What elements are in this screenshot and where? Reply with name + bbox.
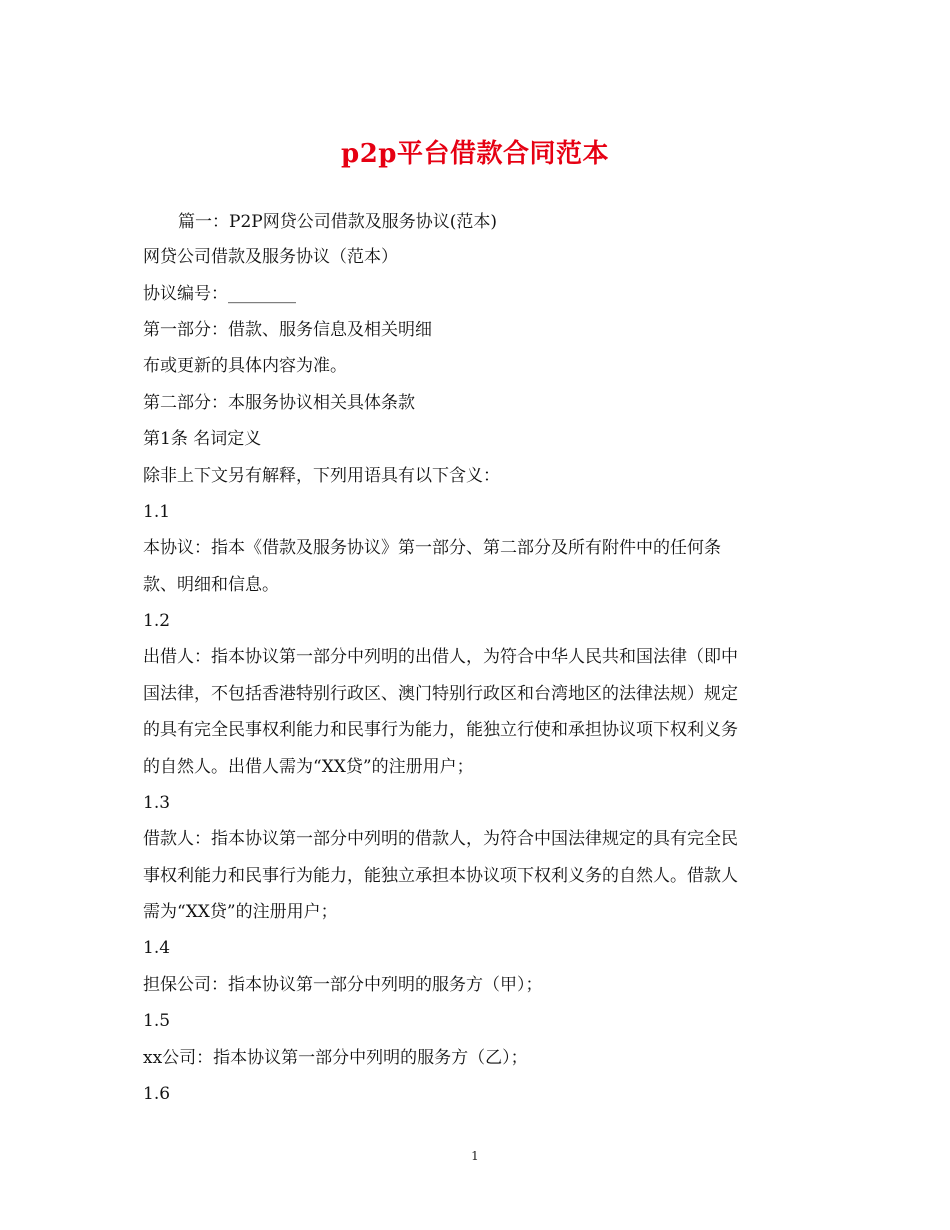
- text-line: 本协议：指本《借款及服务协议》第一部分、第二部分及所有附件中的任何条: [143, 538, 721, 558]
- text-line: 需为“XX贷”的注册用户；: [143, 902, 338, 922]
- text-line: 的具有完全民事权利能力和民事行为能力，能独立行使和承担协议项下权利义务: [143, 720, 738, 740]
- text-line: 国法律，不包括香港特别行政区、澳门特别行政区和台湾地区的法律法规）规定: [143, 684, 738, 704]
- text-line: 1.5: [143, 1011, 171, 1031]
- text-line: 1.4: [143, 938, 171, 958]
- text-line: 的自然人。出借人需为“XX贷”的注册用户；: [143, 757, 474, 777]
- text-line: 事权利能力和民事行为能力，能独立承担本协议项下权利义务的自然人。借款人: [143, 866, 738, 886]
- text-line: 第1条 名词定义: [143, 429, 262, 449]
- text-line: 出借人：指本协议第一部分中列明的出借人，为符合中华人民共和国法律（即中: [143, 647, 738, 667]
- text-line: 协议编号：________: [143, 284, 296, 304]
- text-line: 除非上下文另有解释，下列用语具有以下含义：: [143, 466, 500, 486]
- text-line: 1.6: [143, 1084, 171, 1104]
- text-line: 款、明细和信息。: [143, 575, 279, 595]
- text-line: 篇一：P2P网贷公司借款及服务协议(范本): [178, 212, 497, 232]
- text-line: 网贷公司借款及服务协议（范本）: [143, 247, 398, 267]
- text-line: 1.1: [143, 502, 171, 522]
- text-line: 担保公司：指本协议第一部分中列明的服务方（甲）；: [143, 975, 543, 995]
- text-line: 布或更新的具体内容为准。: [143, 356, 347, 376]
- page-number: 1: [471, 1149, 479, 1163]
- text-line: 1.3: [143, 793, 171, 813]
- text-line: 第一部分：借款、服务信息及相关明细: [143, 320, 432, 340]
- text-line: 借款人：指本协议第一部分中列明的借款人，为符合中国法律规定的具有完全民: [143, 829, 738, 849]
- text-line: 1.2: [143, 611, 171, 631]
- text-line: xx公司：指本协议第一部分中列明的服务方（乙）；: [143, 1048, 528, 1068]
- text-line: 第二部分：本服务协议相关具体条款: [143, 393, 415, 413]
- document-title: p2p平台借款合同范本: [341, 139, 609, 169]
